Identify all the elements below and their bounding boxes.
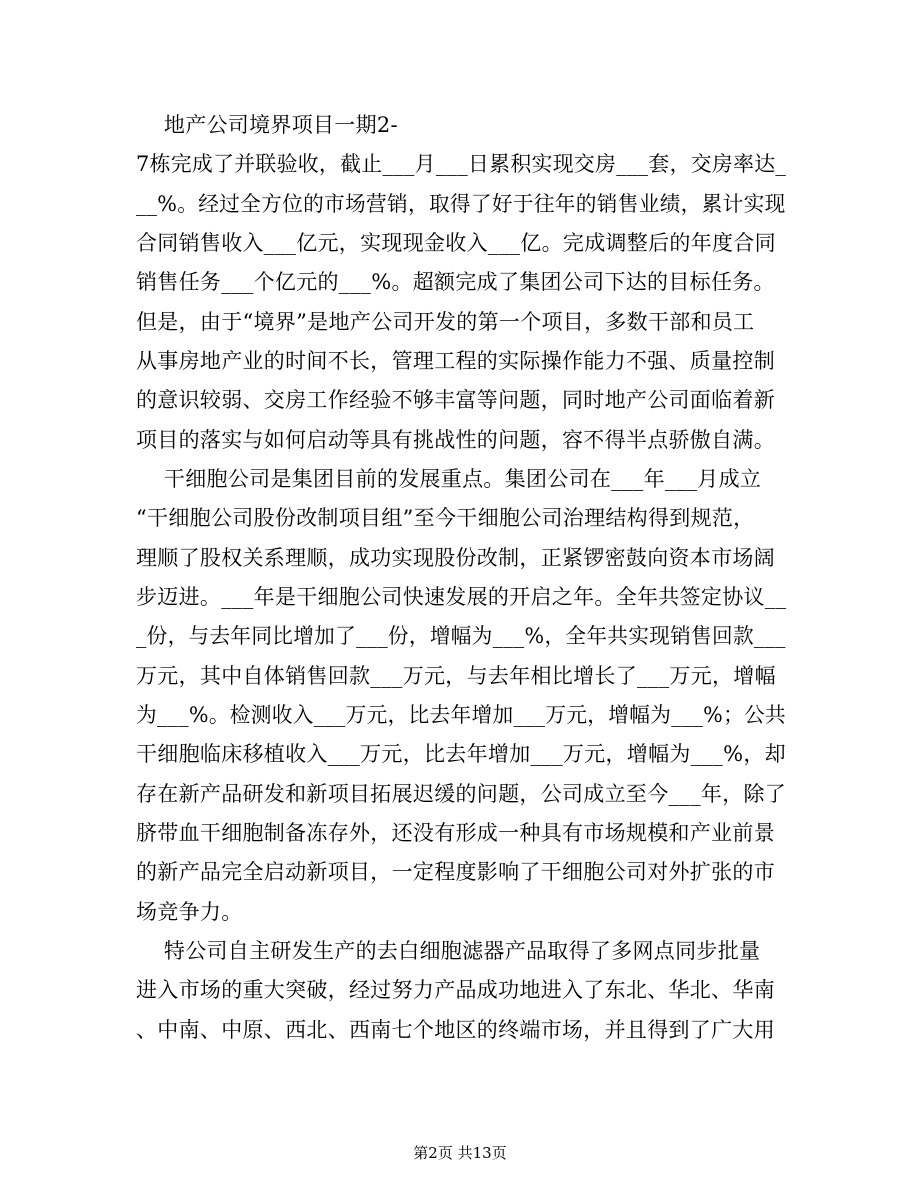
text-line: 但是，由于“境界”是地产公司开发的第一个项目，多数干部和员工 xyxy=(136,310,755,334)
text-line: 万元，其中自体销售回款___万元，与去年相比增长了___万元，增幅 xyxy=(136,664,776,688)
text-line: 理顺了股权关系理顺，成功实现股份改制，正紧锣密鼓向资本市场阔 xyxy=(136,546,775,570)
text-line: 地产公司境界项目一期2- xyxy=(136,113,398,137)
text-line: 存在新产品研发和新项目拓展迟缓的问题，公司成立至今___年，除了 xyxy=(136,782,787,806)
text-line: 、中南、中原、西北、西南七个地区的终端市场，并且得到了广大用 xyxy=(136,1018,775,1042)
text-line: _份，与去年同比增加了___份，增幅为___%，全年共实现销售回款___ xyxy=(136,624,786,648)
text-line: 为___%。检测收入___万元，比去年增加___万元，增幅为___%；公共 xyxy=(136,703,787,727)
text-line: 场竞争力。 xyxy=(136,900,243,924)
text-line: 干细胞公司是集团目前的发展重点。集团公司在___年___月成立 xyxy=(136,467,762,491)
text-line: 合同销售收入___亿元，实现现金收入___亿。完成调整后的年度合同 xyxy=(136,231,776,255)
text-line: 干细胞临床移植收入___万元，比去年增加___万元，增幅为___%，却 xyxy=(136,742,786,766)
text-line: 脐带血干细胞制备冻存外，还没有形成一种具有市场规模和产业前景 xyxy=(136,821,775,845)
text-line: 7栋完成了并联验收，截止___月___日累积实现交房___套，交房率达_ xyxy=(136,152,787,176)
page-number: 第2页 共13页 xyxy=(413,1144,507,1162)
text-line: 特公司自主研发生产的去白细胞滤器产品取得了多网点同步批量 xyxy=(136,939,761,963)
text-line: 销售任务___个亿元的___%。超额完成了集团公司下达的目标任务。 xyxy=(136,270,775,294)
text-line: 项目的落实与如何启动等具有挑战性的问题，容不得半点骄傲自满。 xyxy=(136,428,775,452)
text-line: 步迈进。___年是干细胞公司快速发展的开启之年。全年共签定协议__ xyxy=(136,585,787,609)
text-line: 进入市场的重大突破，经过努力产品成功地进入了东北、华北、华南 xyxy=(136,978,775,1002)
text-line: 从事房地产业的时间不长，管理工程的实际操作能力不强、质量控制 xyxy=(136,349,775,373)
text-line: 的意识较弱、交房工作经验不够丰富等问题，同时地产公司面临着新 xyxy=(136,388,775,412)
text-line: __%。经过全方位的市场营销，取得了好于往年的销售业绩，累计实现 xyxy=(136,192,786,216)
text-line: “干细胞公司股份改制项目组”至今干细胞公司治理结构得到规范， xyxy=(136,506,755,530)
text-line: 的新产品完全启动新项目，一定程度影响了干细胞公司对外扩张的市 xyxy=(136,860,775,884)
